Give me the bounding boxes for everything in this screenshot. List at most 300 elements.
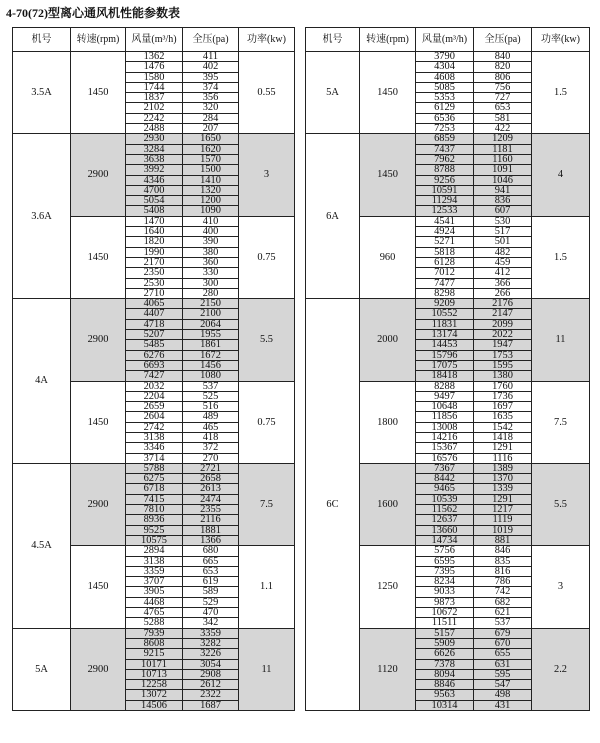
pressure-cell: 330 <box>183 268 239 278</box>
pressure-cell: 1090 <box>183 206 239 216</box>
airflow-cell: 7367 <box>416 463 474 473</box>
airflow-cell: 7427 <box>126 371 183 381</box>
pressure-cell: 207 <box>183 124 239 134</box>
pressure-cell: 2613 <box>183 484 239 494</box>
airflow-cell: 1476 <box>126 62 183 72</box>
rpm-cell: 2900 <box>71 134 126 216</box>
airflow-cell: 9033 <box>416 587 474 597</box>
pressure-cell: 517 <box>474 227 532 237</box>
header-model: 机号 <box>306 28 360 52</box>
airflow-cell: 10552 <box>416 309 474 319</box>
airflow-cell: 3359 <box>126 566 183 576</box>
model-cell: 3.5A <box>13 52 71 134</box>
rpm-cell: 960 <box>360 216 416 298</box>
pressure-cell: 360 <box>183 257 239 267</box>
airflow-cell: 6718 <box>126 484 183 494</box>
airflow-cell: 8936 <box>126 515 183 525</box>
airflow-cell: 6595 <box>416 556 474 566</box>
airflow-cell: 10713 <box>126 669 183 679</box>
power-cell: 3 <box>532 546 590 628</box>
pressure-cell: 412 <box>474 268 532 278</box>
pressure-cell: 366 <box>474 278 532 288</box>
airflow-cell: 7437 <box>416 144 474 154</box>
airflow-cell: 15367 <box>416 443 474 453</box>
pressure-cell: 816 <box>474 566 532 576</box>
left-performance-table <box>12 27 295 711</box>
airflow-cell: 5909 <box>416 638 474 648</box>
airflow-cell: 10539 <box>416 494 474 504</box>
pressure-cell: 1542 <box>474 422 532 432</box>
header-rpm: 转速(rpm) <box>360 28 416 52</box>
pressure-cell: 1753 <box>474 350 532 360</box>
rpm-cell: 1450 <box>360 134 416 216</box>
power-cell: 1.5 <box>532 52 590 134</box>
model-cell: 3.6A <box>13 134 71 299</box>
header-power: 功率(kw) <box>532 28 590 52</box>
pressure-cell: 1410 <box>183 175 239 185</box>
pressure-cell: 459 <box>474 257 532 267</box>
header-model: 机号 <box>13 28 71 52</box>
pressure-cell: 2150 <box>183 299 239 309</box>
airflow-cell: 6859 <box>416 134 474 144</box>
pressure-cell: 3282 <box>183 638 239 648</box>
table-row <box>13 463 295 473</box>
header-airflow: 风量(m³/h) <box>126 28 183 52</box>
airflow-cell: 10171 <box>126 659 183 669</box>
pressure-cell: 2322 <box>183 690 239 700</box>
airflow-cell: 13008 <box>416 422 474 432</box>
airflow-cell: 7012 <box>416 268 474 278</box>
airflow-cell: 4924 <box>416 227 474 237</box>
power-cell: 0.75 <box>239 216 295 298</box>
pressure-cell: 537 <box>183 381 239 391</box>
pressure-cell: 411 <box>183 52 239 62</box>
pressure-cell: 727 <box>474 93 532 103</box>
pressure-cell: 589 <box>183 587 239 597</box>
rpm-cell: 1450 <box>71 381 126 463</box>
airflow-cell: 6275 <box>126 474 183 484</box>
pressure-cell: 2022 <box>474 330 532 340</box>
airflow-cell: 10314 <box>416 700 474 710</box>
power-cell: 4 <box>532 134 590 216</box>
rpm-cell: 2900 <box>71 463 126 545</box>
pressure-cell: 2908 <box>183 669 239 679</box>
airflow-cell: 9873 <box>416 597 474 607</box>
airflow-cell: 6276 <box>126 350 183 360</box>
right-performance-table <box>305 27 590 711</box>
pressure-cell: 498 <box>474 690 532 700</box>
pressure-cell: 422 <box>474 124 532 134</box>
airflow-cell: 3138 <box>126 432 183 442</box>
pressure-cell: 1320 <box>183 185 239 195</box>
pressure-cell: 1291 <box>474 443 532 453</box>
model-cell: 4A <box>13 299 71 464</box>
rpm-cell: 1450 <box>360 52 416 134</box>
pressure-cell: 3226 <box>183 649 239 659</box>
airflow-cell: 2242 <box>126 113 183 123</box>
pressure-cell: 1697 <box>474 402 532 412</box>
pressure-cell: 1418 <box>474 432 532 442</box>
model-cell: 6A <box>306 134 360 299</box>
airflow-cell: 2488 <box>126 124 183 134</box>
pressure-cell: 320 <box>183 103 239 113</box>
pressure-cell: 402 <box>183 62 239 72</box>
airflow-cell: 5408 <box>126 206 183 216</box>
airflow-cell: 6693 <box>126 360 183 370</box>
airflow-cell: 9256 <box>416 175 474 185</box>
airflow-cell: 12533 <box>416 206 474 216</box>
pressure-cell: 1181 <box>474 144 532 154</box>
rpm-cell: 2900 <box>71 628 126 710</box>
airflow-cell: 5054 <box>126 196 183 206</box>
right-table-body <box>306 52 590 711</box>
pressure-cell: 840 <box>474 52 532 62</box>
airflow-cell: 5788 <box>126 463 183 473</box>
pressure-cell: 820 <box>474 62 532 72</box>
airflow-cell: 1640 <box>126 227 183 237</box>
airflow-cell: 6536 <box>416 113 474 123</box>
airflow-cell: 2710 <box>126 288 183 298</box>
airflow-cell: 4718 <box>126 319 183 329</box>
airflow-cell: 5353 <box>416 93 474 103</box>
airflow-cell: 1744 <box>126 82 183 92</box>
pressure-cell: 470 <box>183 608 239 618</box>
pressure-cell: 418 <box>183 432 239 442</box>
airflow-cell: 7253 <box>416 124 474 134</box>
airflow-cell: 10648 <box>416 402 474 412</box>
header-row <box>13 28 295 52</box>
airflow-cell: 3992 <box>126 165 183 175</box>
header-row <box>306 28 590 52</box>
model-cell: 4.5A <box>13 463 71 628</box>
airflow-cell: 3905 <box>126 587 183 597</box>
pressure-cell: 2721 <box>183 463 239 473</box>
pressure-cell: 1370 <box>474 474 532 484</box>
airflow-cell: 12637 <box>416 515 474 525</box>
pressure-cell: 410 <box>183 216 239 226</box>
pressure-cell: 2176 <box>474 299 532 309</box>
airflow-cell: 9209 <box>416 299 474 309</box>
pressure-cell: 682 <box>474 597 532 607</box>
airflow-cell: 1580 <box>126 72 183 82</box>
airflow-cell: 2204 <box>126 391 183 401</box>
pressure-cell: 653 <box>183 566 239 576</box>
header-rpm: 转速(rpm) <box>71 28 126 52</box>
pressure-cell: 881 <box>474 535 532 545</box>
pressure-cell: 1672 <box>183 350 239 360</box>
airflow-cell: 5818 <box>416 247 474 257</box>
pressure-cell: 1389 <box>474 463 532 473</box>
airflow-cell: 5085 <box>416 82 474 92</box>
airflow-cell: 11511 <box>416 618 474 628</box>
pressure-cell: 1736 <box>474 391 532 401</box>
power-cell: 5.5 <box>532 463 590 545</box>
airflow-cell: 2102 <box>126 103 183 113</box>
airflow-cell: 4541 <box>416 216 474 226</box>
pressure-cell: 846 <box>474 546 532 556</box>
pressure-cell: 1116 <box>474 453 532 463</box>
pressure-cell: 2658 <box>183 474 239 484</box>
airflow-cell: 2032 <box>126 381 183 391</box>
table-title: 4-70(72)型离心通风机性能参数表 <box>6 6 180 20</box>
pressure-cell: 280 <box>183 288 239 298</box>
airflow-cell: 8094 <box>416 669 474 679</box>
pressure-cell: 1366 <box>183 535 239 545</box>
table-row <box>13 52 295 62</box>
airflow-cell: 14506 <box>126 700 183 710</box>
pressure-cell: 530 <box>474 216 532 226</box>
airflow-cell: 10672 <box>416 608 474 618</box>
rpm-cell: 1250 <box>360 546 416 628</box>
airflow-cell: 9215 <box>126 649 183 659</box>
pressure-cell: 3359 <box>183 628 239 638</box>
airflow-cell: 11294 <box>416 196 474 206</box>
airflow-cell: 6128 <box>416 257 474 267</box>
pressure-cell: 1160 <box>474 154 532 164</box>
pressure-cell: 2064 <box>183 319 239 329</box>
airflow-cell: 1990 <box>126 247 183 257</box>
pressure-cell: 1947 <box>474 340 532 350</box>
rpm-cell: 1450 <box>71 52 126 134</box>
airflow-cell: 1820 <box>126 237 183 247</box>
rpm-cell: 2900 <box>71 299 126 381</box>
airflow-cell: 2530 <box>126 278 183 288</box>
airflow-cell: 7939 <box>126 628 183 638</box>
rpm-cell: 2000 <box>360 299 416 381</box>
pressure-cell: 680 <box>183 546 239 556</box>
pressure-cell: 547 <box>474 680 532 690</box>
pressure-cell: 742 <box>474 587 532 597</box>
rpm-cell: 1600 <box>360 463 416 545</box>
pressure-cell: 284 <box>183 113 239 123</box>
power-cell: 7.5 <box>532 381 590 463</box>
pressure-cell: 2100 <box>183 309 239 319</box>
rpm-cell: 1450 <box>71 546 126 628</box>
pressure-cell: 525 <box>183 391 239 401</box>
airflow-cell: 5207 <box>126 330 183 340</box>
pressure-cell: 1881 <box>183 525 239 535</box>
airflow-cell: 3707 <box>126 577 183 587</box>
airflow-cell: 10575 <box>126 535 183 545</box>
airflow-cell: 8288 <box>416 381 474 391</box>
airflow-cell: 3138 <box>126 556 183 566</box>
airflow-cell: 8608 <box>126 638 183 648</box>
airflow-cell: 3638 <box>126 154 183 164</box>
airflow-cell: 7395 <box>416 566 474 576</box>
power-cell: 1.1 <box>239 546 295 628</box>
pressure-cell: 380 <box>183 247 239 257</box>
airflow-cell: 4468 <box>126 597 183 607</box>
header-pressure: 全压(pa) <box>183 28 239 52</box>
pressure-cell: 3054 <box>183 659 239 669</box>
header-airflow: 风量(m³/h) <box>416 28 474 52</box>
airflow-cell: 3346 <box>126 443 183 453</box>
pressure-cell: 390 <box>183 237 239 247</box>
pressure-cell: 501 <box>474 237 532 247</box>
airflow-cell: 2742 <box>126 422 183 432</box>
table-row <box>13 628 295 638</box>
table-row <box>306 134 590 144</box>
pressure-cell: 1380 <box>474 371 532 381</box>
pressure-cell: 679 <box>474 628 532 638</box>
power-cell: 7.5 <box>239 463 295 545</box>
airflow-cell: 7477 <box>416 278 474 288</box>
pressure-cell: 1760 <box>474 381 532 391</box>
pressure-cell: 941 <box>474 185 532 195</box>
pressure-cell: 400 <box>183 227 239 237</box>
airflow-cell: 13174 <box>416 330 474 340</box>
pressure-cell: 607 <box>474 206 532 216</box>
airflow-cell: 14453 <box>416 340 474 350</box>
airflow-cell: 2170 <box>126 257 183 267</box>
pressure-cell: 1861 <box>183 340 239 350</box>
airflow-cell: 2930 <box>126 134 183 144</box>
table-row <box>13 134 295 144</box>
airflow-cell: 13660 <box>416 525 474 535</box>
airflow-cell: 8234 <box>416 577 474 587</box>
pressure-cell: 595 <box>474 669 532 679</box>
pressure-cell: 1217 <box>474 505 532 515</box>
header-power: 功率(kw) <box>239 28 295 52</box>
pressure-cell: 2099 <box>474 319 532 329</box>
pressure-cell: 1091 <box>474 165 532 175</box>
power-cell: 5.5 <box>239 299 295 381</box>
pressure-cell: 655 <box>474 649 532 659</box>
airflow-cell: 11856 <box>416 412 474 422</box>
pressure-cell: 342 <box>183 618 239 628</box>
table-row <box>13 299 295 309</box>
pressure-cell: 619 <box>183 577 239 587</box>
airflow-cell: 2604 <box>126 412 183 422</box>
pressure-cell: 270 <box>183 453 239 463</box>
airflow-cell: 8298 <box>416 288 474 298</box>
airflow-cell: 5157 <box>416 628 474 638</box>
airflow-cell: 8442 <box>416 474 474 484</box>
airflow-cell: 3714 <box>126 453 183 463</box>
model-cell: 6C <box>306 299 360 711</box>
airflow-cell: 7378 <box>416 659 474 669</box>
pressure-cell: 1080 <box>183 371 239 381</box>
pressure-cell: 372 <box>183 443 239 453</box>
power-cell: 2.2 <box>532 628 590 710</box>
airflow-cell: 18418 <box>416 371 474 381</box>
airflow-cell: 7415 <box>126 494 183 504</box>
airflow-cell: 5485 <box>126 340 183 350</box>
airflow-cell: 6626 <box>416 649 474 659</box>
airflow-cell: 10591 <box>416 185 474 195</box>
airflow-cell: 4346 <box>126 175 183 185</box>
airflow-cell: 3790 <box>416 52 474 62</box>
pressure-cell: 1339 <box>474 484 532 494</box>
pressure-cell: 431 <box>474 700 532 710</box>
pressure-cell: 1595 <box>474 360 532 370</box>
pressure-cell: 835 <box>474 556 532 566</box>
pressure-cell: 786 <box>474 577 532 587</box>
airflow-cell: 17075 <box>416 360 474 370</box>
airflow-cell: 4065 <box>126 299 183 309</box>
airflow-cell: 7962 <box>416 154 474 164</box>
pressure-cell: 1209 <box>474 134 532 144</box>
airflow-cell: 6129 <box>416 103 474 113</box>
pressure-cell: 670 <box>474 638 532 648</box>
power-cell: 11 <box>239 628 295 710</box>
pressure-cell: 2612 <box>183 680 239 690</box>
airflow-cell: 1470 <box>126 216 183 226</box>
pressure-cell: 1620 <box>183 144 239 154</box>
rpm-cell: 1120 <box>360 628 416 710</box>
pressure-cell: 653 <box>474 103 532 113</box>
airflow-cell: 13072 <box>126 690 183 700</box>
table-row <box>306 52 590 62</box>
pressure-cell: 1955 <box>183 330 239 340</box>
airflow-cell: 4608 <box>416 72 474 82</box>
pressure-cell: 2474 <box>183 494 239 504</box>
power-cell: 0.55 <box>239 52 295 134</box>
airflow-cell: 1837 <box>126 93 183 103</box>
pressure-cell: 1635 <box>474 412 532 422</box>
airflow-cell: 11562 <box>416 505 474 515</box>
model-cell: 5A <box>13 628 71 710</box>
header-pressure: 全压(pa) <box>474 28 532 52</box>
airflow-cell: 4700 <box>126 185 183 195</box>
airflow-cell: 14734 <box>416 535 474 545</box>
pressure-cell: 756 <box>474 82 532 92</box>
airflow-cell: 9465 <box>416 484 474 494</box>
airflow-cell: 9563 <box>416 690 474 700</box>
airflow-cell: 16576 <box>416 453 474 463</box>
table-row <box>306 299 590 309</box>
pressure-cell: 621 <box>474 608 532 618</box>
airflow-cell: 4407 <box>126 309 183 319</box>
pressure-cell: 1200 <box>183 196 239 206</box>
pressure-cell: 529 <box>183 597 239 607</box>
pressure-cell: 516 <box>183 402 239 412</box>
airflow-cell: 4765 <box>126 608 183 618</box>
power-cell: 0.75 <box>239 381 295 463</box>
pressure-cell: 266 <box>474 288 532 298</box>
pressure-cell: 836 <box>474 196 532 206</box>
airflow-cell: 5271 <box>416 237 474 247</box>
model-cell: 5A <box>306 52 360 134</box>
airflow-cell: 1362 <box>126 52 183 62</box>
pressure-cell: 665 <box>183 556 239 566</box>
pressure-cell: 1570 <box>183 154 239 164</box>
rpm-cell: 1800 <box>360 381 416 463</box>
pressure-cell: 1456 <box>183 360 239 370</box>
pressure-cell: 482 <box>474 247 532 257</box>
rpm-cell: 1450 <box>71 216 126 298</box>
airflow-cell: 5288 <box>126 618 183 628</box>
power-cell: 11 <box>532 299 590 381</box>
airflow-cell: 11831 <box>416 319 474 329</box>
airflow-cell: 14216 <box>416 432 474 442</box>
pressure-cell: 1687 <box>183 700 239 710</box>
left-table-body <box>13 52 295 711</box>
pressure-cell: 1650 <box>183 134 239 144</box>
power-cell: 1.5 <box>532 216 590 298</box>
airflow-cell: 2659 <box>126 402 183 412</box>
pressure-cell: 2355 <box>183 505 239 515</box>
pressure-cell: 2147 <box>474 309 532 319</box>
pressure-cell: 537 <box>474 618 532 628</box>
pressure-cell: 1500 <box>183 165 239 175</box>
airflow-cell: 9525 <box>126 525 183 535</box>
airflow-cell: 3284 <box>126 144 183 154</box>
pressure-cell: 1291 <box>474 494 532 504</box>
airflow-cell: 4304 <box>416 62 474 72</box>
pressure-cell: 395 <box>183 72 239 82</box>
pressure-cell: 631 <box>474 659 532 669</box>
